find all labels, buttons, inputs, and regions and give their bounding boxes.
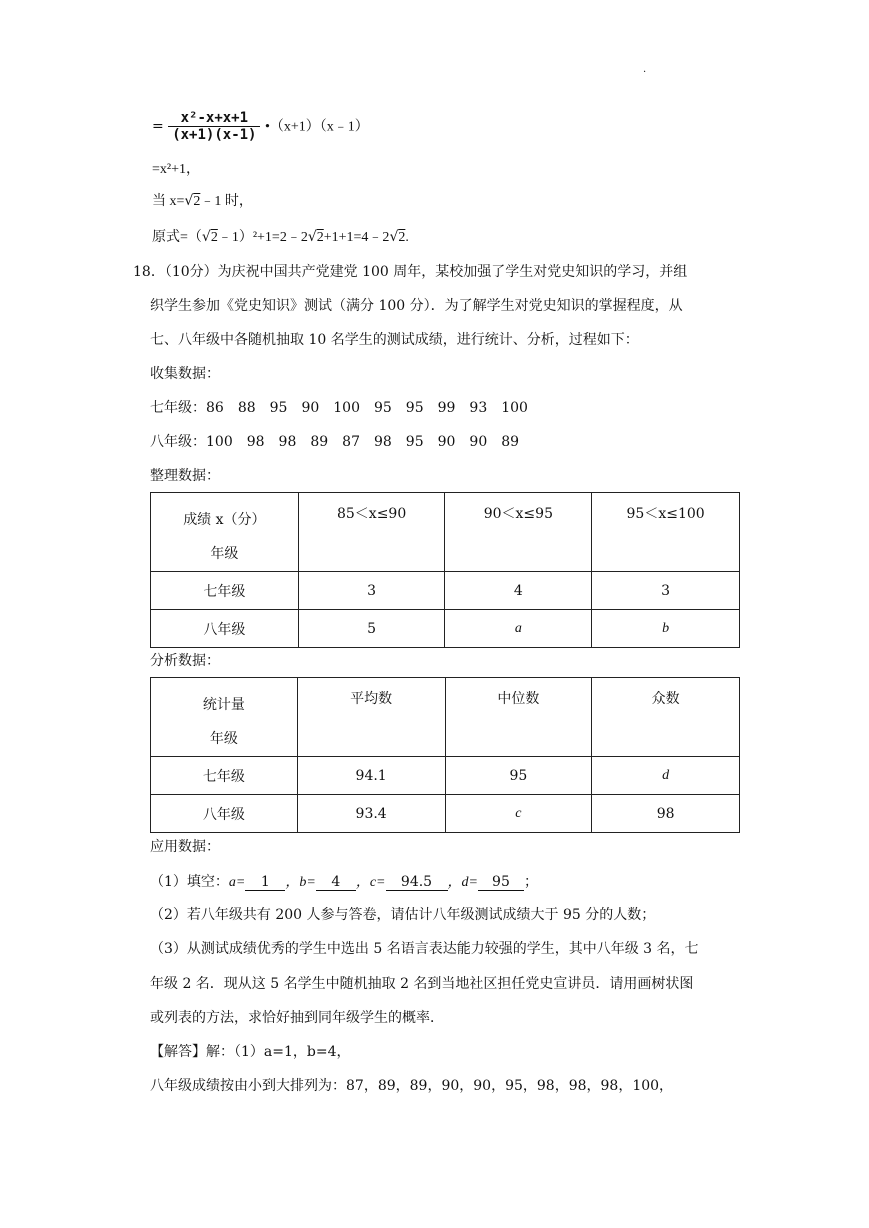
header-cell: 85＜x≤90 <box>298 493 445 572</box>
c-blank: 94.5 <box>386 874 448 891</box>
orig-end: . <box>405 230 409 245</box>
when-prefix: 当 x= <box>152 194 185 209</box>
d-blank: 95 <box>478 874 524 891</box>
corner-cell <box>151 493 299 572</box>
formula-fraction-line <box>152 110 369 143</box>
header-cell: 90＜x≤95 <box>445 493 592 572</box>
question-3-line-3: 或列表的方法，求恰好抽到同年级学生的概率． <box>150 1010 444 1026</box>
table-cell: 94.1 <box>297 757 445 795</box>
table-row <box>151 757 740 795</box>
corner-cell <box>151 678 298 757</box>
sqrt-radicand: 2 <box>193 194 201 209</box>
sqrt-icon: √ <box>184 193 194 209</box>
table-row <box>151 795 740 833</box>
sqrt-icon: √ <box>307 229 317 245</box>
table-header-row <box>151 678 740 757</box>
table-cell: 98 <box>592 795 740 833</box>
a-label: a= <box>228 875 246 890</box>
c-label: ，c= <box>355 875 386 890</box>
orig-mid: ﹣1）²+1=2﹣2 <box>217 230 308 245</box>
table-cell: b <box>592 610 740 648</box>
table-row <box>151 572 740 610</box>
b-blank: 4 <box>316 874 356 891</box>
corner-top: 成绩 x（分） <box>183 512 266 528</box>
header-cell: 中位数 <box>445 678 592 757</box>
problem-line-1: 18．（10分）为庆祝中国共产党建党 100 周年，某校加强了学生对党史知识的学习，并组 <box>133 264 688 280</box>
corner-top: 统计量 <box>202 697 245 713</box>
table-cell: a <box>445 610 592 648</box>
orig-mid2: +1+1=4﹣2 <box>323 230 390 245</box>
table-header-row <box>151 493 740 572</box>
grade7-data: 七年级：86 88 95 90 100 95 95 99 93 100 <box>150 400 528 416</box>
corner-bottom: 年级 <box>210 546 239 562</box>
formula-original-line <box>152 226 409 246</box>
table-cell: d <box>592 757 740 795</box>
problem-line-3: 七、八年级中各随机抽取 10 名学生的测试成绩，进行统计、分析，过程如下： <box>150 332 639 348</box>
sqrt-radicand: 2 <box>316 230 324 245</box>
header-cell: 95＜x≤100 <box>592 493 740 572</box>
q1-end: ； <box>523 874 538 890</box>
equals-sign: = <box>152 118 164 135</box>
table-cell: 95 <box>445 757 592 795</box>
row-label: 七年级 <box>151 572 299 610</box>
grade8-data: 八年级：100 98 98 89 87 98 95 90 90 89 <box>150 434 520 450</box>
table-row <box>151 610 740 648</box>
frequency-table <box>150 492 740 648</box>
q1-prefix: （1）填空： <box>150 874 229 890</box>
row-label: 八年级 <box>151 610 299 648</box>
sqrt-icon: √ <box>201 229 211 245</box>
b-label: ，b= <box>285 875 316 890</box>
problem-line-2: 织学生参加《党史知识》测试（满分 100 分）．为了解学生对党史知识的掌握程度，从 <box>150 298 683 314</box>
formula-result-line: =x²+1， <box>152 162 200 177</box>
table-cell: c <box>445 795 592 833</box>
apply-label: 应用数据： <box>150 839 220 855</box>
row-label: 七年级 <box>151 757 298 795</box>
organize-label: 整理数据： <box>150 468 220 484</box>
question-3-line-2: 年级 2 名．现从这 5 名学生中随机抽取 2 名到当地社区担任党史宣讲员．请用画树状图 <box>150 976 694 992</box>
fill-blank-line <box>150 871 538 891</box>
table-cell: 3 <box>298 572 445 610</box>
a-blank: 1 <box>245 874 285 891</box>
fraction-tail: •（x+1）（x﹣1） <box>264 119 369 135</box>
header-cell: 众数 <box>592 678 740 757</box>
when-suffix: ﹣1 时， <box>200 194 253 209</box>
table-cell: 93.4 <box>297 795 445 833</box>
sqrt-radicand: 2 <box>398 230 406 245</box>
analyze-label: 分析数据： <box>150 653 220 669</box>
page-dot: . <box>643 64 647 75</box>
orig-prefix: 原式=（ <box>152 230 202 245</box>
fraction <box>168 110 260 143</box>
header-cell: 平均数 <box>297 678 445 757</box>
answer-line-1: 【解答】解：（1）a=1，b=4， <box>150 1044 351 1060</box>
formula-when-line <box>152 190 253 210</box>
answer-line-2: 八年级成绩按由小到大排列为：87，89，89，90，90，95，98，98，98，100， <box>150 1078 674 1094</box>
collect-label: 收集数据： <box>150 366 220 382</box>
table-cell: 3 <box>592 572 740 610</box>
question-3-line-1: （3）从测试成绩优秀的学生中选出 5 名语言表达能力较强的学生，其中八年级 3 名，七 <box>150 941 699 957</box>
row-label: 八年级 <box>151 795 298 833</box>
statistics-table <box>150 677 740 833</box>
sqrt-icon: √ <box>389 229 399 245</box>
table-cell: 4 <box>445 572 592 610</box>
fraction-numerator: x²-x+x+1 <box>180 110 249 126</box>
question-2: （2）若八年级共有 200 人参与答卷，请估计八年级测试成绩大于 95 分的人数； <box>150 907 656 923</box>
table-cell: 5 <box>298 610 445 648</box>
fraction-denominator: (x+1)(x-1) <box>168 126 260 143</box>
d-label: ，d= <box>447 875 478 890</box>
sqrt-radicand: 2 <box>210 230 218 245</box>
corner-bottom: 年级 <box>209 731 238 747</box>
